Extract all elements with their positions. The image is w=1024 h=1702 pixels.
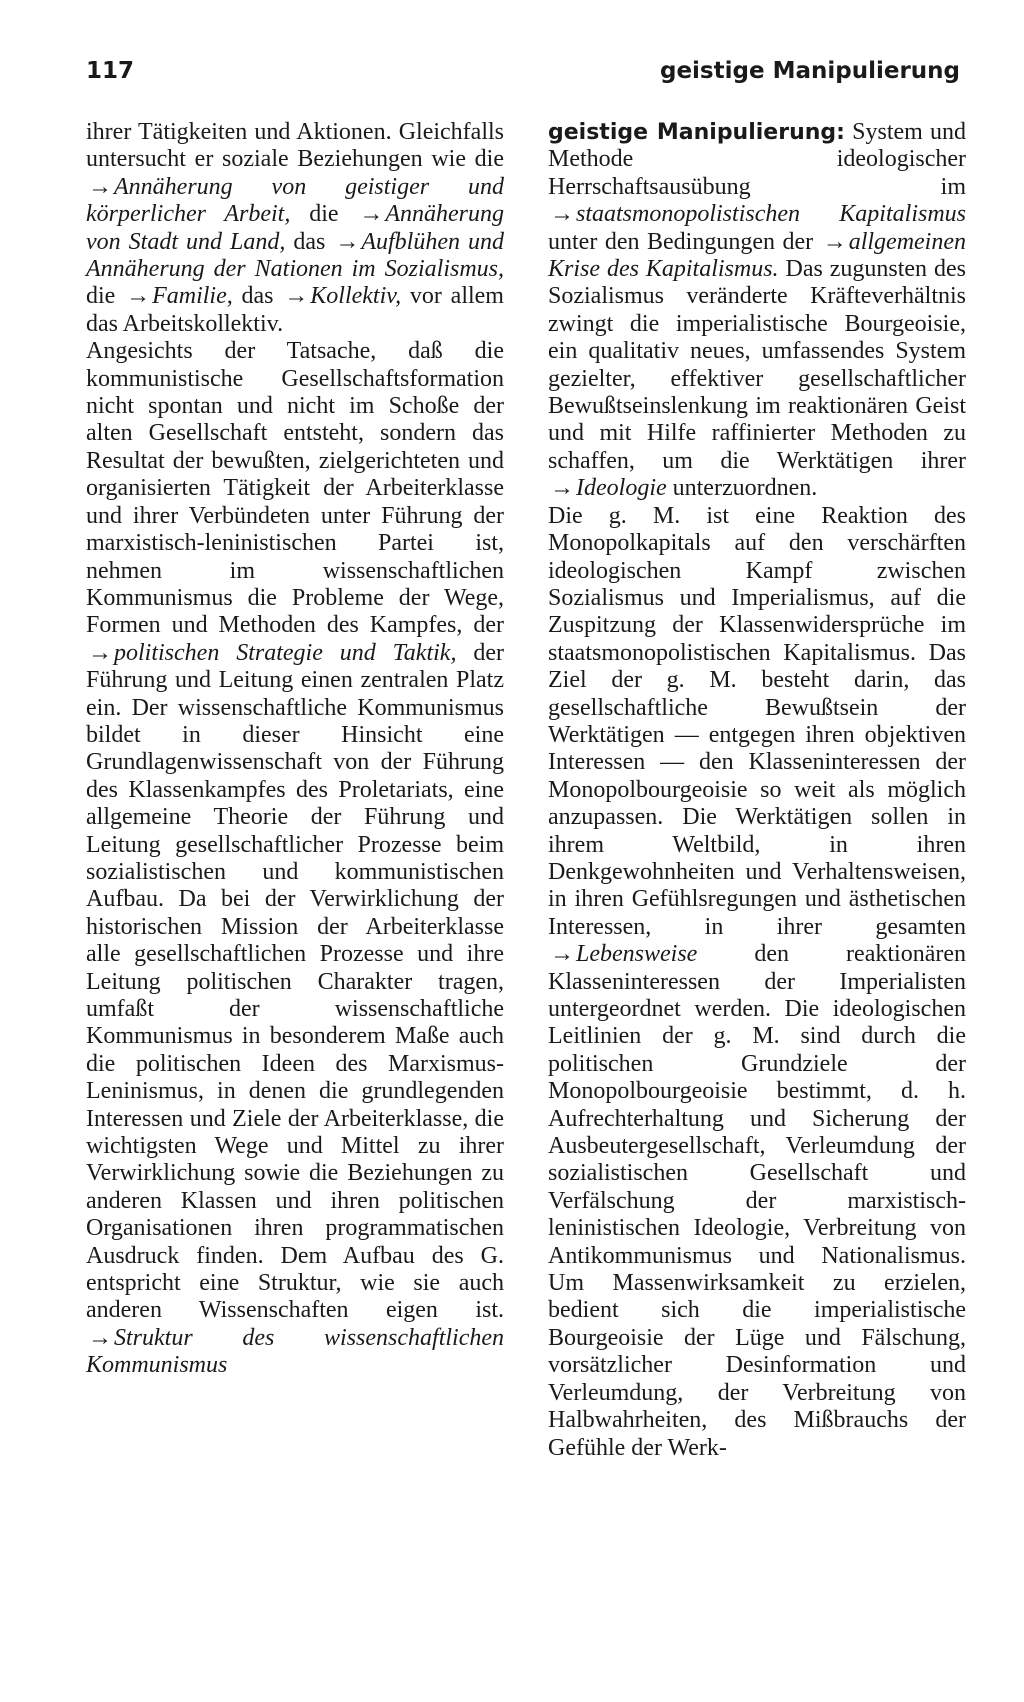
- page-number: 117: [86, 58, 135, 84]
- cross-reference: Familie,: [152, 283, 233, 310]
- text-segment: Die g. M. ist eine Reaktion des Monopolkapitals auf den verschärften ideologischen Kampf zwischen Sozialismus und Imperialismus, auf die Zuspitzung der Klassenwidersprüche im staatsmonopolistischen Kapitalismus. Das Ziel der g. M. besteht darin, das gesellschaftliche Bewußtsein der Werktätigen — entgegen ihren objektiven Interessen — den Klasseninteressen der Monopolbourgeoisie so weit als möglich anzupassen. Die Werktätigen sollen in ihrem Weltbild, in ihren Denkgewohnheiten und Verhaltensweisen, in ihren Gefühlsregungen und ästhetischen Interessen, in ihrer gesamten: [548, 502, 966, 940]
- text-segment: unterzuordnen.: [666, 475, 818, 502]
- text-segment: vor allem das Arbeitskollektiv.: [86, 283, 504, 337]
- left-column: [86, 119, 504, 1380]
- text-segment: der Führung und Leitung einen zentralen Platz ein. Der wissenschaftliche Kommunismus bildet in dieser Hinsicht eine Grundlagenwissenschaft von der Führung des Klassenkampfes des Proletariats, eine allgemeine Theorie der Führung und Leitung gesellschaftlicher Prozesse beim sozialistischen und kommunistischen Aufbau. Da bei der Verwirklichung der historischen Mission der Arbeiterklasse alle gesellschaftlichen Prozesse und ihre Leitung politischen Charakter tragen, umfaßt der wissenschaftliche Kommunismus in besonderem Maße auch die politischen Ideen des Marxismus-Leninismus, in denen die grundlegenden Interessen und Ziele der Arbeiterklasse, die wichtigsten Wege und Mittel zu ihrer Verwirklichung sowie die Beziehungen zu anderen Klassen und ihren politischen Organisationen ihren programmatischen Ausdruck finden. Dem Aufbau des G. entspricht eine Struktur, wie sie auch anderen Wissenschaften eigen ist.: [86, 639, 504, 1324]
- text-segment: ihrer Tätigkeiten und Aktionen. Gleichfalls untersucht er soziale Beziehungen wie die: [86, 119, 504, 173]
- cross-reference: Annäherung von Stadt und Land,: [86, 201, 504, 255]
- arrow-icon: →: [88, 639, 112, 666]
- cross-reference: Lebensweise: [576, 941, 698, 968]
- arrow-icon: →: [359, 201, 384, 228]
- paragraph: [86, 338, 504, 1379]
- cross-reference: allgemeinen Krise des Kapitalismus.: [548, 228, 966, 283]
- arrow-icon: →: [550, 941, 574, 968]
- paragraph: [548, 119, 966, 503]
- arrow-icon: →: [550, 201, 574, 228]
- arrow-icon: →: [550, 475, 574, 502]
- arrow-icon: →: [335, 228, 360, 255]
- cross-reference: Struktur des wissenschaftlichen Kommunismus: [86, 1324, 504, 1379]
- cross-reference: staatsmonopolistischen Kapitalismus: [576, 201, 966, 228]
- text-segment: System und Methode ideologischer Herrschaftsausübung im: [548, 119, 966, 200]
- paragraph: [548, 503, 966, 1462]
- text-segment: die: [290, 201, 358, 228]
- text-segment: die: [86, 283, 125, 310]
- running-head: geistige Manipulierung: [659, 58, 960, 84]
- arrow-icon: →: [88, 1324, 112, 1351]
- text-segment: das: [232, 283, 283, 310]
- arrow-icon: →: [88, 173, 112, 200]
- arrow-icon: →: [126, 283, 151, 310]
- text-segment: Das zugunsten des Sozialismus veränderte Kräfteverhältnis zwingt die imperialistische Bourgeoisie, ein qualitativ neues, umfassendes System gezielter, effektiver gesellschaftlicher Bewußtseinslenkung im reaktionären Geist und mit Hilfe raffinierter Methoden zu schaffen, um die Werktätigen ihrer: [548, 256, 966, 474]
- paragraph: [86, 119, 504, 338]
- page-header: [86, 58, 960, 98]
- cross-reference: Kollektiv,: [310, 283, 402, 310]
- cross-reference: Ideologie: [576, 475, 667, 502]
- arrow-icon: →: [284, 283, 309, 310]
- right-column: [548, 119, 966, 1462]
- text-segment: das: [285, 228, 334, 255]
- entry-headword: geistige Manipulierung:: [548, 120, 845, 145]
- cross-reference: politischen Strategie und Taktik,: [114, 639, 457, 666]
- arrow-icon: →: [822, 228, 847, 255]
- text-segment: Angesichts der Tatsache, daß die kommunistische Gesellschaftsformation nicht spontan und nicht im Schoße der alten Gesellschaft entsteht, sondern das Resultat der bewußten, zielgerichteten und organisierten Tätigkeit der Arbeiterklasse und ihrer Verbündeten unter Führung der marxistisch-leninistischen Partei ist, nehmen im wissenschaftlichen Kommunismus die Probleme der Wege, Formen und Methoden des Kampfes, der: [86, 338, 504, 639]
- text-segment: unter den Bedingungen der: [548, 228, 821, 255]
- cross-reference: Aufblühen und Annäherung der Nationen im Sozialismus,: [86, 228, 504, 283]
- text-segment: den reaktionären Klasseninteressen der Imperialisten untergeordnet werden. Die ideologischen Leitlinien der g. M. sind durch die politischen Grundziele der Monopolbourgeoisie bestimmt, d. h. Aufrechterhaltung und Sicherung der Ausbeutergesellschaft, Verleumdung der sozialistischen Gesellschaft und Verfälschung der marxistisch-leninistischen Ideologie, Verbreitung von Antikommunismus und Nationalismus. Um Massenwirksamkeit zu erzielen, bedient sich die imperialistische Bourgeoisie der Lüge und Fälschung, vorsätzlicher Desinformation und Verleumdung, der Verbreitung von Halbwahrheiten, des Mißbrauchs der Gefühle der Werk-: [548, 941, 966, 1461]
- cross-reference: Annäherung von geistiger und körperlicher Arbeit,: [86, 173, 504, 228]
